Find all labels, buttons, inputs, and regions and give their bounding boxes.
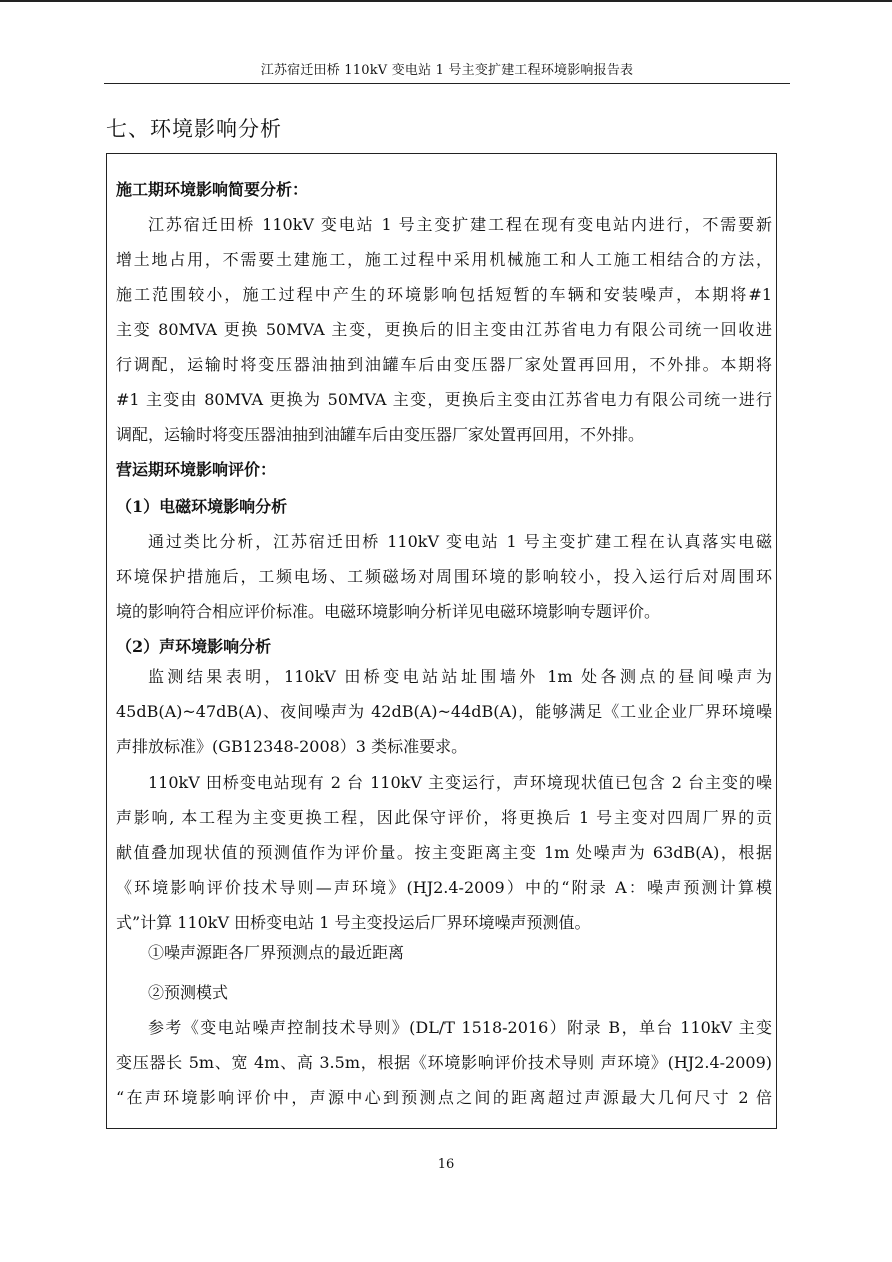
paragraph-line: 行调配，运输时将变压器油抽到油罐车后由变压器厂家处置再回用，不外排。本期将 <box>116 355 772 374</box>
paragraph-line: 增土地占用，不需要土建施工，施工过程中采用机械施工和人工施工相结合的方法， <box>116 250 772 269</box>
running-header: 江苏宿迁田桥 110kV 变电站 1 号主变扩建工程环境影响报告表 <box>260 63 634 78</box>
paragraph-line: 调配，运输时将变压器油抽到油罐车后由变压器厂家处置再回用，不外排。 <box>116 425 645 444</box>
paragraph-line: 变压器长 5m、宽 4m、高 3.5m，根据《环境影响评价技术导则 声环境》(HJ2.4-2009) <box>116 1053 772 1072</box>
paragraph-line: 监测结果表明，110kV 田桥变电站站址围墙外 1m 处各测点的昼间噪声为 <box>148 667 772 686</box>
paragraph-line: 《环境影响评价技术导则—声环境》(HJ2.4-2009）中的“附录 A：噪声预测计算模 <box>116 878 772 897</box>
list-item: ②预测模式 <box>148 983 229 1002</box>
paragraph-line: 献值叠加现状值的预测值作为评价量。按主变距离主变 1m 处噪声为 63dB(A)，根据 <box>116 843 772 862</box>
paragraph-line: 环境保护措施后，工频电场、工频磁场对周围环境的影响较小，投入运行后对周围环 <box>116 567 772 586</box>
list-item: ①噪声源距各厂界预测点的最近距离 <box>148 943 405 962</box>
paragraph-line: 参考《变电站噪声控制技术导则》(DL/T 1518-2016）附录 B，单台 110kV 主变 <box>148 1018 772 1037</box>
paragraph-line: 式”计算 110kV 田桥变电站 1 号主变投运后厂界环境噪声预测值。 <box>116 913 591 932</box>
paragraph-line: 110kV 田桥变电站现有 2 台 110kV 主变运行，声环境现状值已包含 2 台主变的噪 <box>148 773 772 792</box>
top-border <box>0 0 892 2</box>
paragraph-line: 境的影响符合相应评价标准。电磁环境影响分析详见电磁环境影响专题评价。 <box>116 602 661 621</box>
subheading-acoustic: （2）声环境影响分析 <box>116 637 272 656</box>
paragraph-line: “在声环境影响评价中，声源中心到预测点之间的距离超过声源最大几何尺寸 2 倍 <box>116 1088 772 1107</box>
paragraph-line: #1 主变由 80MVA 更换为 50MVA 主变，更换后主变由江苏省电力有限公司统一进行 <box>116 390 772 409</box>
subheading-construction-period: 施工期环境影响简要分析： <box>116 180 309 199</box>
section-title: 七、环境影响分析 <box>106 117 282 141</box>
paragraph-line: 声排放标准》(GB12348-2008）3 类标准要求。 <box>116 737 468 756</box>
paragraph-line: 45dB(A)~47dB(A)、夜间噪声为 42dB(A)~44dB(A)，能够满足《工业企业厂界环境噪 <box>116 702 772 721</box>
paragraph-line: 江苏宿迁田桥 110kV 变电站 1 号主变扩建工程在现有变电站内进行，不需要新 <box>148 215 772 234</box>
page-number: 16 <box>437 1157 455 1172</box>
paragraph-line: 通过类比分析，江苏宿迁田桥 110kV 变电站 1 号主变扩建工程在认真落实电磁 <box>148 532 772 551</box>
subheading-electromagnetic: （1）电磁环境影响分析 <box>116 497 288 516</box>
header-divider <box>104 83 790 84</box>
paragraph-line: 施工范围较小，施工过程中产生的环境影响包括短暂的车辆和安装噪声，本期将#1 <box>116 285 772 304</box>
subheading-operation-period: 营运期环境影响评价： <box>116 460 277 479</box>
paragraph-line: 声影响, 本工程为主变更换工程，因此保守评价，将更换后 1 号主变对四周厂界的贡 <box>116 808 772 827</box>
paragraph-line: 主变 80MVA 更换 50MVA 主变，更换后的旧主变由江苏省电力有限公司统一回收进 <box>116 320 772 339</box>
